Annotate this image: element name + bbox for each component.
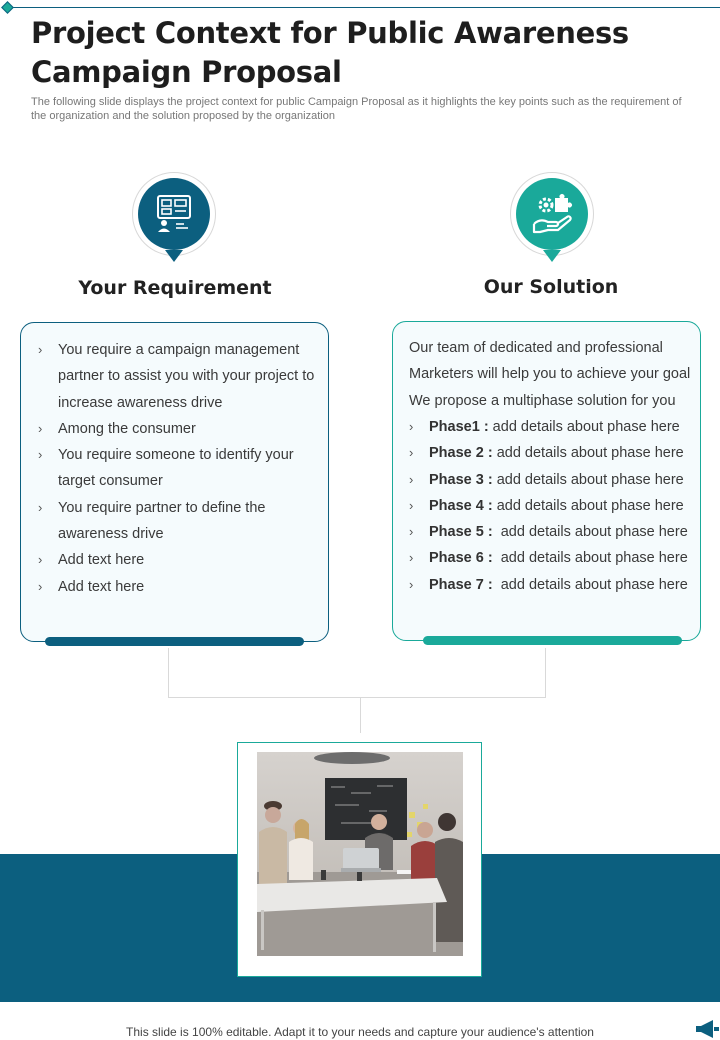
phase-item: › Phase 5 : add details about phase here <box>409 519 699 545</box>
list-item: › Among the consumer <box>38 416 323 442</box>
chevron-right-icon: › <box>38 578 43 594</box>
solution-intro: Our team of dedicated and professional Marketers will help you to achieve your goal We propose a multiphase solution for you <box>409 340 691 409</box>
connector-center <box>360 698 361 733</box>
chevron-right-icon: › <box>38 499 43 515</box>
solution-heading: Our Solution <box>483 276 619 298</box>
chevron-right-icon: › <box>409 419 414 434</box>
slide-subtitle: The following slide displays the project context for public Campaign Proposal as it highlights the key points such as the requirement of the organization and the solution proposed by the organization <box>31 96 682 122</box>
phase-item: › Phase1 : add details about phase here <box>409 414 699 440</box>
list-item: › You require someone to identify your target consumer <box>38 442 323 495</box>
chevron-right-icon: › <box>409 524 414 540</box>
requirement-card-bar <box>45 637 304 646</box>
connector-left <box>168 648 169 698</box>
connector-right <box>545 648 546 698</box>
solution-pin <box>510 172 594 272</box>
chevron-right-icon: › <box>409 550 414 566</box>
list-item: › Add text here <box>38 547 323 573</box>
phase-item: › Phase 4 : add details about phase here <box>409 493 699 519</box>
chevron-right-icon: › <box>38 447 43 463</box>
chevron-right-icon: › <box>38 420 43 436</box>
chevron-right-icon: › <box>409 497 414 513</box>
corner-diamond <box>1 1 14 14</box>
chevron-right-icon: › <box>38 342 43 357</box>
list-item: › You require partner to define the awareness drive <box>38 495 323 548</box>
requirement-list <box>38 337 323 600</box>
list-item: › Add text here <box>38 574 323 600</box>
connector-horizontal <box>168 697 546 698</box>
top-rule <box>10 7 720 8</box>
chevron-right-icon: › <box>409 471 414 487</box>
team-meeting-photo <box>257 752 463 956</box>
phase-item: › Phase 2 : add details about phase here <box>409 440 699 466</box>
phase-item: › Phase 6 : add details about phase here <box>409 545 699 571</box>
megaphone-icon <box>694 1019 720 1039</box>
chevron-right-icon: › <box>409 576 414 592</box>
phase-item: › Phase 7 : add details about phase here <box>409 572 699 598</box>
hand-gear-puzzle-icon <box>526 188 578 240</box>
phase-list <box>409 414 699 598</box>
chevron-right-icon: › <box>409 445 414 461</box>
phase-item: › Phase 3 : add details about phase here <box>409 467 699 493</box>
solution-card-bar <box>423 636 682 645</box>
requirement-heading: Your Requirement <box>78 277 272 299</box>
slide-title: Project Context for Public Awareness Campaign Proposal <box>31 16 629 89</box>
list-item: › You require a campaign management partner to assist you with your project to increase awareness drive <box>38 337 323 416</box>
footer-note: This slide is 100% editable. Adapt it to your needs and capture your audience's attention <box>126 1025 594 1039</box>
requirement-pin <box>132 172 216 272</box>
presentation-board-icon <box>148 188 200 240</box>
chevron-right-icon: › <box>38 552 43 568</box>
